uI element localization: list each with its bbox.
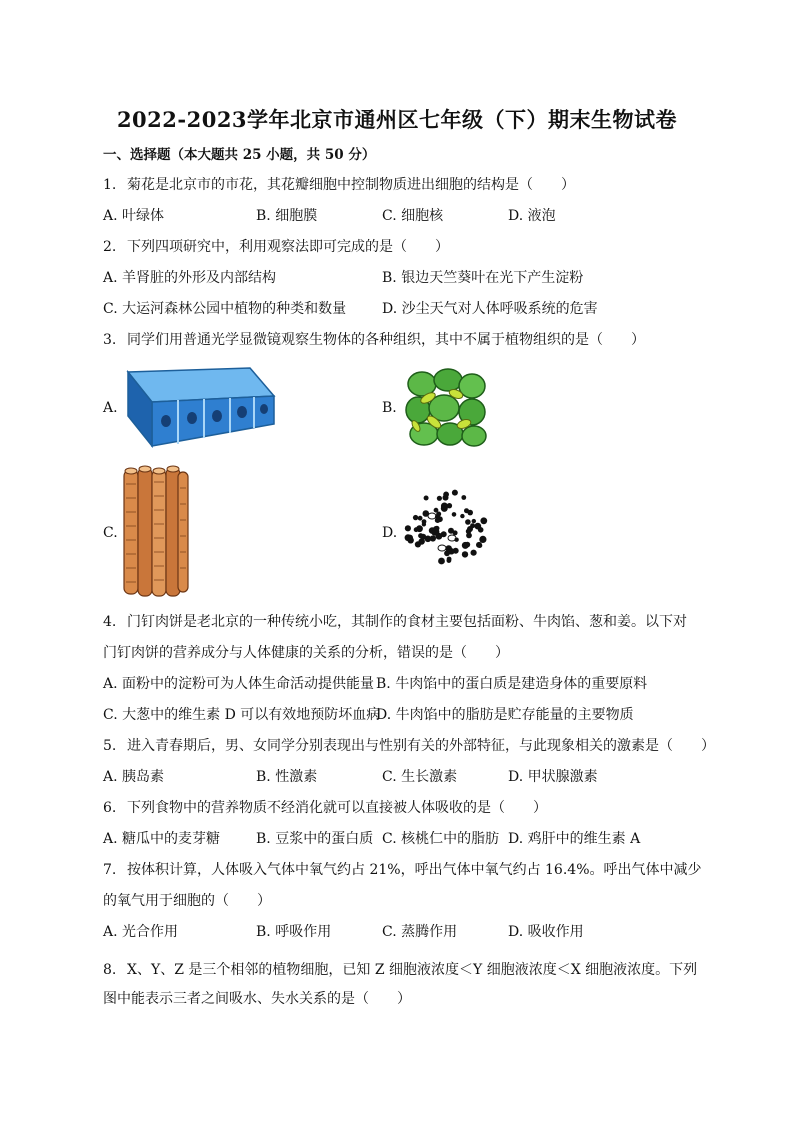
q2-option-c: C. 大运河森林公园中植物的种类和数量 (103, 301, 347, 317)
question-number: 7. (103, 862, 117, 878)
q1-option-a: A. 叶绿体 (103, 208, 165, 224)
q3-label-a: A. (103, 400, 118, 416)
question-8 (103, 961, 697, 979)
blood-cell-dot (408, 537, 414, 543)
blood-tissue-image (402, 486, 490, 570)
question-7 (103, 861, 702, 879)
q2-option-d: D. 沙尘天气对人体呼吸系统的危害 (382, 301, 598, 317)
q6-option-d: D. 鸡肝中的维生素 A (508, 831, 641, 847)
question-7-continued: 的氧气用于细胞的（ ） (103, 893, 271, 909)
question-number: 5. (103, 738, 117, 754)
blood-cell-dot (405, 525, 411, 531)
q7-option-c: C. 蒸腾作用 (382, 924, 458, 940)
blood-cell-dot (416, 525, 423, 532)
blood-cell-dot (447, 558, 452, 563)
q3-label-c: C. (103, 525, 118, 541)
blood-cell-dot (432, 528, 439, 535)
section-heading: 一、选择题（本大题共 25 小题，共 50 分） (103, 147, 376, 163)
q1-option-c: C. 细胞核 (382, 208, 444, 224)
blood-cell-dot (466, 533, 472, 539)
page-title: 2022-2023学年北京市通州区七年级（下）期末生物试卷 (116, 107, 678, 132)
question-3 (103, 331, 645, 349)
question-5 (103, 737, 715, 755)
question-text: 菊花是北京市的市花，其花瓣细胞中控制物质进出细胞的结构是（ ） (127, 177, 575, 193)
question-text: 门钉肉饼是老北京的一种传统小吃，其制作的食材主要包括面粉、牛肉馅、葱和姜。以下对 (127, 614, 687, 630)
blood-cell-dot (441, 503, 448, 510)
q5-option-c: C. 生长激素 (382, 769, 458, 785)
q1-option-d: D. 液泡 (508, 208, 556, 224)
blood-cell-dot (452, 490, 458, 496)
question-4 (103, 613, 687, 631)
question-number: 2. (103, 239, 117, 255)
blood-cell-dot (465, 542, 471, 548)
question-number: 3. (103, 332, 117, 348)
q4-option-c: C. 大葱中的维生素 D 可以有效地预防坏血病 (103, 707, 381, 723)
q5-option-b: B. 性激素 (256, 769, 318, 785)
question-text: 下列四项研究中，利用观察法即可完成的是（ ） (127, 239, 449, 255)
epithelial-tissue-image (118, 366, 278, 450)
blood-cell-dot (430, 535, 436, 541)
vessel-tissue-image (120, 464, 192, 598)
blood-cell-dot (461, 495, 466, 500)
q4-option-b: B. 牛肉馅中的蛋白质是建造身体的重要原料 (376, 676, 648, 692)
question-1 (103, 176, 575, 194)
blood-cell-dot (452, 512, 457, 517)
q3-label-d: D. (382, 525, 398, 541)
white-cell-outline (448, 535, 456, 541)
blood-cell-dot (467, 526, 473, 532)
q7-option-a: A. 光合作用 (103, 924, 179, 940)
q1-option-b: B. 细胞膜 (256, 208, 318, 224)
q2-option-b: B. 银边天竺葵叶在光下产生淀粉 (382, 270, 584, 286)
blood-cell-dot (438, 558, 445, 565)
question-text: 按体积计算，人体吸入气体中氧气约占 21%，呼出气体中氧气约占 16.4%。呼出气体中减少 (127, 862, 702, 878)
blood-cell-dot (460, 514, 464, 518)
question-text: 同学们用普通光学显微镜观察生物体的各种组织，其中不属于植物组织的是（ ） (127, 332, 645, 348)
blood-cell-dot (479, 536, 486, 543)
question-number: 8. (103, 962, 117, 978)
blood-cell-dot (443, 492, 449, 498)
q6-option-a: A. 糖瓜中的麦芽糖 (103, 831, 221, 847)
question-number: 4. (103, 614, 117, 630)
blood-cell-dot (471, 550, 477, 556)
blood-cell-dot (437, 496, 442, 501)
blood-cell-dot (480, 517, 487, 524)
question-text: X、Y、Z 是三个相邻的植物细胞，已知 Z 细胞液浓度＜Y 细胞液浓度＜X 细胞液浓度。下列 (127, 962, 698, 978)
question-2 (103, 238, 449, 256)
blood-cell-dot (465, 519, 471, 525)
blood-cell-dot (441, 531, 447, 537)
q4-option-a: A. 面粉中的淀粉可为人体生命活动提供能量 (103, 676, 375, 692)
q4-option-d: D. 牛肉馅中的脂肪是贮存能量的主要物质 (376, 707, 634, 723)
blood-cell-dot (424, 496, 429, 501)
green-tissue-image (404, 368, 488, 448)
blood-cell-dot (422, 522, 426, 526)
blood-cell-dot (418, 516, 423, 521)
blood-cell-dot (472, 519, 476, 523)
q6-option-c: C. 核桃仁中的脂肪 (382, 831, 500, 847)
blood-cell-dot (436, 512, 441, 517)
blood-cell-dot (477, 543, 482, 548)
blood-cell-dot (413, 515, 418, 520)
question-number: 1. (103, 177, 117, 193)
question-4-continued: 门钉肉饼的营养成分与人体健康的关系的分析，错误的是（ ） (103, 645, 509, 661)
blood-cell-dot (467, 510, 473, 516)
question-8-continued: 图中能表示三者之间吸水、失水关系的是（ ） (103, 991, 411, 1007)
blood-cell-dot (462, 551, 468, 557)
q6-option-b: B. 豆浆中的蛋白质 (256, 831, 374, 847)
white-cell-outline (438, 545, 446, 551)
white-cell-outline (428, 513, 436, 519)
blood-cell-dot (476, 524, 481, 529)
question-6 (103, 799, 547, 817)
q2-option-a: A. 羊肾脏的外形及内部结构 (103, 270, 277, 286)
blood-cell-dot (419, 538, 425, 544)
q7-option-b: B. 呼吸作用 (256, 924, 332, 940)
question-text: 进入青春期后，男、女同学分别表现出与性别有关的外部特征，与此现象相关的激素是（ ） (127, 738, 715, 754)
question-text: 下列食物中的营养物质不经消化就可以直接被人体吸收的是（ ） (127, 800, 547, 816)
q5-option-d: D. 甲状腺激素 (508, 769, 598, 785)
q5-option-a: A. 胰岛素 (103, 769, 165, 785)
q7-option-d: D. 吸收作用 (508, 924, 584, 940)
q3-label-b: B. (382, 400, 397, 416)
question-number: 6. (103, 800, 117, 816)
